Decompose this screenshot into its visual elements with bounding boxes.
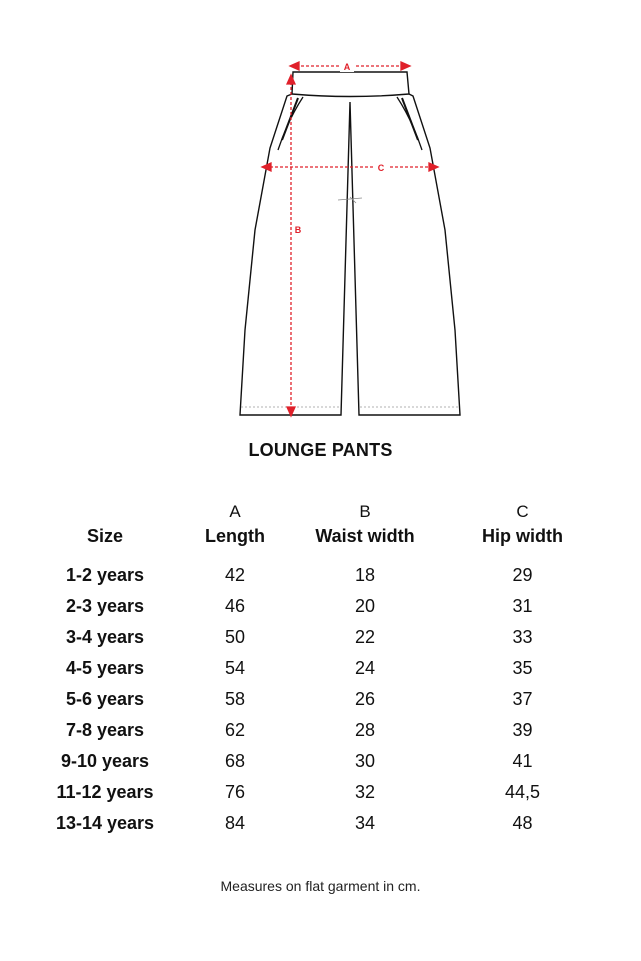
- waistband-outline: [292, 72, 409, 97]
- header-letter-b: B: [359, 502, 371, 521]
- table-row: [40, 684, 615, 715]
- table-row: [40, 591, 615, 622]
- length-cell: 76: [224, 782, 246, 802]
- waist-width-cell: 20: [354, 596, 376, 616]
- length-cell: 62: [224, 720, 246, 740]
- length-cell: 84: [224, 813, 246, 833]
- size-cell: 4-5 years: [65, 658, 145, 678]
- table-row: [40, 746, 615, 777]
- size-cell: 3-4 years: [65, 627, 145, 647]
- table-row: [40, 653, 615, 684]
- header-label-row: [40, 524, 615, 560]
- hip-width-cell: 41: [512, 751, 533, 771]
- table-row: [40, 808, 615, 839]
- size-cell: 13-14 years: [55, 813, 155, 833]
- hip-width-cell: 44,5: [504, 782, 541, 802]
- header-letter-c: C: [516, 502, 529, 521]
- table-row: [40, 622, 615, 653]
- pants-outline: [240, 94, 460, 415]
- length-cell: 46: [224, 596, 246, 616]
- product-title: LOUNGE PANTS: [248, 440, 393, 460]
- marker-b-label: B: [294, 225, 302, 235]
- hip-width-cell: 29: [512, 565, 533, 585]
- size-cell: 5-6 years: [65, 689, 145, 709]
- waist-width-cell: 22: [354, 627, 376, 647]
- size-cell: 11-12 years: [56, 782, 154, 802]
- size-cell: 1-2 years: [65, 565, 145, 585]
- header-hip-width: Hip width: [482, 526, 563, 546]
- table-row: [40, 715, 615, 746]
- hip-width-cell: 37: [512, 689, 533, 709]
- footnote: Measures on flat garment in cm.: [220, 878, 421, 894]
- waist-width-cell: 26: [354, 689, 376, 709]
- label-mark: [338, 197, 362, 203]
- waist-width-cell: 28: [354, 720, 376, 740]
- table-row: [40, 560, 615, 591]
- waist-width-cell: 32: [354, 782, 376, 802]
- header-waist-width: Waist width: [315, 526, 415, 546]
- marker-a-label: A: [343, 62, 351, 72]
- waist-width-cell: 34: [354, 813, 376, 833]
- hip-width-cell: 39: [512, 720, 533, 740]
- marker-c-label: C: [377, 163, 385, 173]
- size-cell: 7-8 years: [65, 720, 145, 740]
- length-cell: 54: [224, 658, 246, 678]
- header-length: Length: [205, 526, 265, 546]
- length-cell: 68: [224, 751, 246, 771]
- header-letter-a: A: [229, 502, 241, 521]
- hip-width-cell: 35: [512, 658, 533, 678]
- length-cell: 42: [224, 565, 246, 585]
- pants-measurement-diagram: [0, 0, 641, 430]
- waist-width-cell: 24: [354, 658, 376, 678]
- header-size: Size: [86, 526, 124, 546]
- header-letter-row: [40, 500, 615, 524]
- length-cell: 50: [224, 627, 246, 647]
- size-table: [40, 500, 615, 839]
- hip-width-cell: 48: [512, 813, 533, 833]
- length-cell: 58: [224, 689, 246, 709]
- waist-width-cell: 30: [354, 751, 376, 771]
- table-row: [40, 777, 615, 808]
- waist-width-cell: 18: [354, 565, 376, 585]
- size-cell: 9-10 years: [60, 751, 150, 771]
- size-cell: 2-3 years: [65, 596, 145, 616]
- right-pocket: [397, 97, 422, 150]
- hip-width-cell: 31: [512, 596, 533, 616]
- header-letter-size: [40, 500, 170, 524]
- hip-width-cell: 33: [512, 627, 533, 647]
